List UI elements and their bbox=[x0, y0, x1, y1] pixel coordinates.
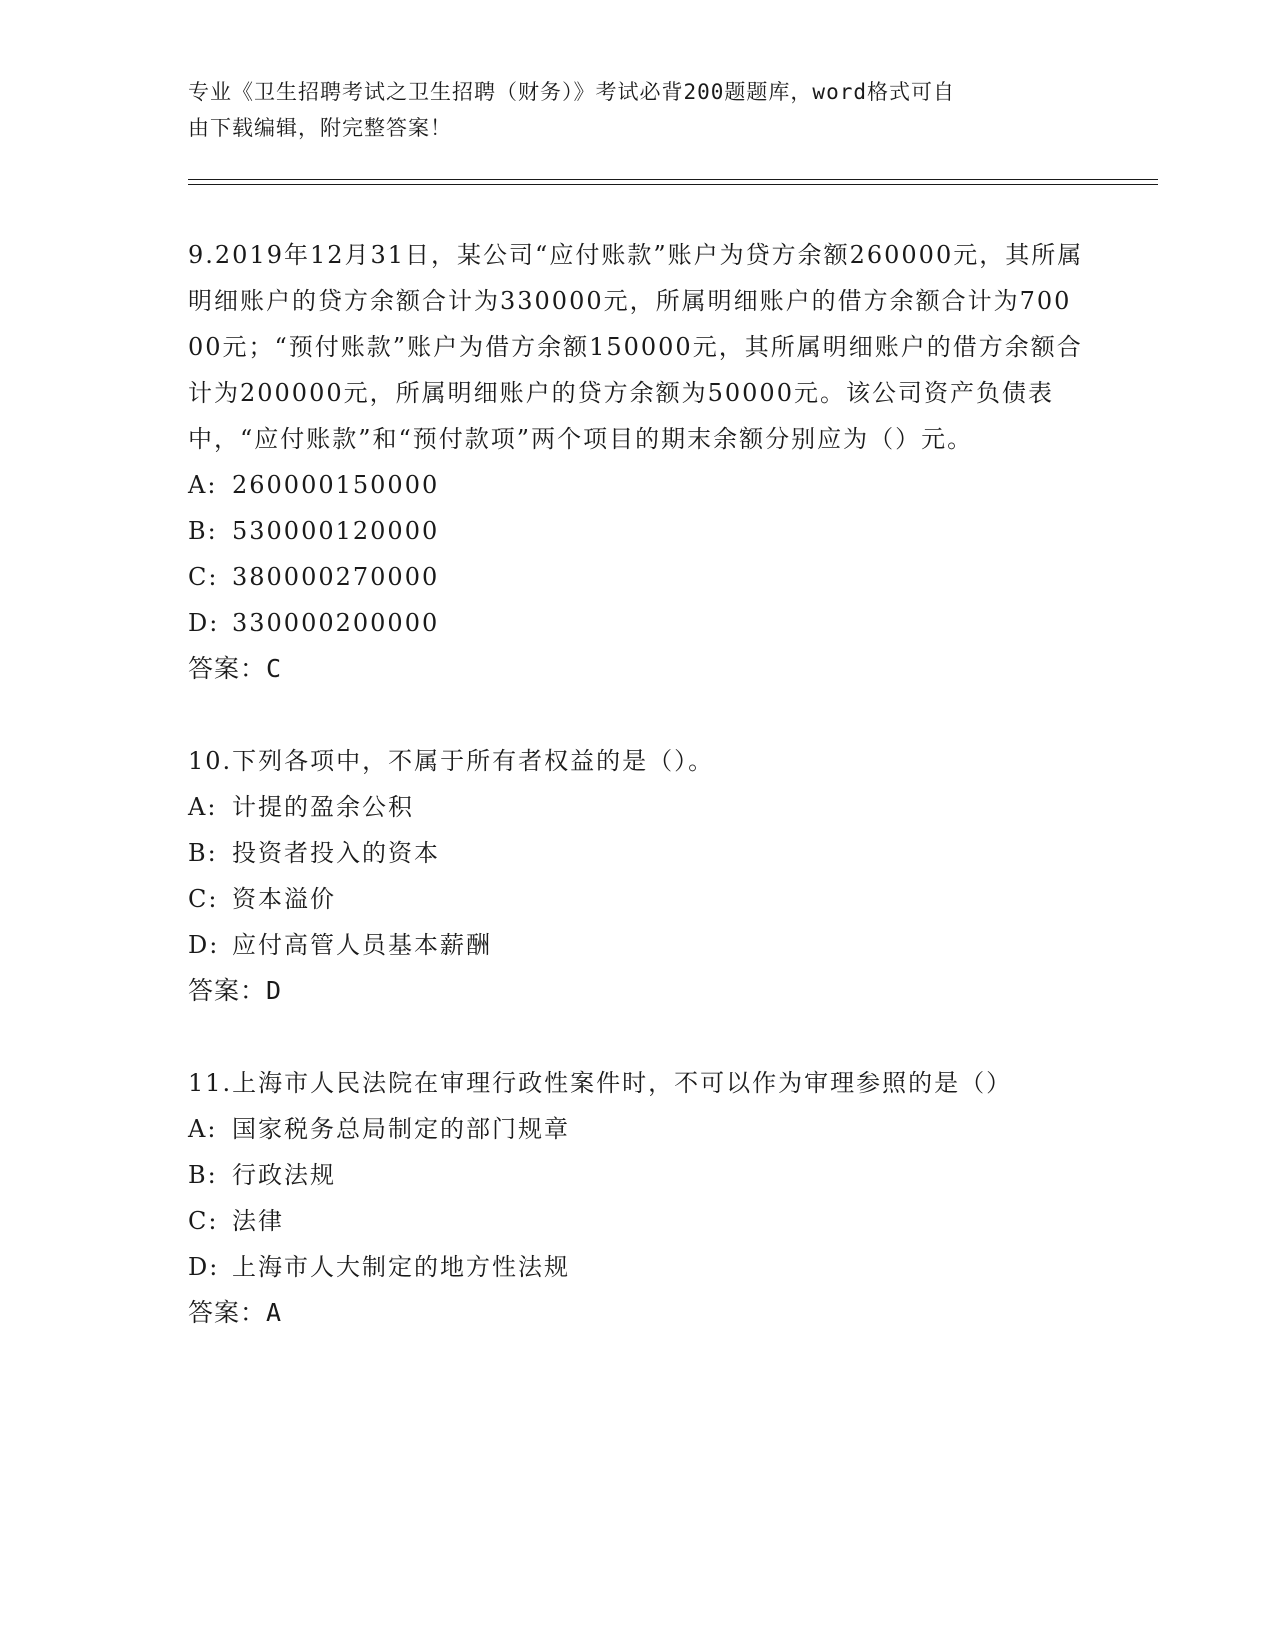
option-letter: B: bbox=[188, 1161, 218, 1189]
option-b bbox=[188, 830, 1088, 876]
option-text: 330000200000 bbox=[232, 609, 440, 637]
option-text: 行政法规 bbox=[232, 1161, 336, 1189]
header-divider-bottom bbox=[188, 184, 1158, 185]
header-line-1: 专业《卫生招聘考试之卫生招聘（财务）》考试必背200题题库，word格式可自 bbox=[188, 80, 955, 104]
option-letter: A: bbox=[188, 793, 218, 821]
option-b bbox=[188, 1152, 1088, 1198]
option-letter: B: bbox=[188, 517, 218, 545]
option-text: 法律 bbox=[232, 1207, 284, 1235]
option-c bbox=[188, 554, 1088, 600]
option-text: 260000150000 bbox=[232, 471, 440, 499]
option-letter: A: bbox=[188, 1115, 218, 1143]
question-9 bbox=[188, 232, 1088, 692]
option-letter: B: bbox=[188, 839, 218, 867]
option-letter: A: bbox=[188, 471, 218, 499]
option-text: 资本溢价 bbox=[232, 885, 336, 913]
option-letter: C: bbox=[188, 1207, 219, 1235]
answer-line: 答案：A bbox=[188, 1298, 283, 1327]
option-d bbox=[188, 922, 1088, 968]
question-list bbox=[188, 232, 1088, 1382]
option-text: 上海市人大制定的地方性法规 bbox=[232, 1253, 570, 1281]
question-text: 11.上海市人民法院在审理行政性案件时，不可以作为审理参照的是（） bbox=[188, 1069, 1013, 1097]
answer-line: 答案：D bbox=[188, 976, 283, 1005]
option-a bbox=[188, 1106, 1088, 1152]
option-text: 国家税务总局制定的部门规章 bbox=[232, 1115, 570, 1143]
option-a bbox=[188, 462, 1088, 508]
option-d bbox=[188, 600, 1088, 646]
header-divider-top bbox=[188, 179, 1158, 180]
header-line-2: 由下载编辑，附完整答案！ bbox=[188, 116, 452, 140]
option-c bbox=[188, 1198, 1088, 1244]
option-c bbox=[188, 876, 1088, 922]
option-letter: C: bbox=[188, 885, 219, 913]
option-d bbox=[188, 1244, 1088, 1290]
question-text: 10.下列各项中，不属于所有者权益的是（）。 bbox=[188, 747, 715, 775]
question-10 bbox=[188, 738, 1088, 1014]
question-11 bbox=[188, 1060, 1088, 1336]
option-letter: D: bbox=[188, 609, 220, 637]
option-text: 计提的盈余公积 bbox=[232, 793, 414, 821]
option-text: 530000120000 bbox=[232, 517, 440, 545]
question-text: 9.2019年12月31日，某公司“应付账款”账户为贷方余额260000元，其所属明细账户的贷方余额合计为330000元，所属明细账户的借方余额合计为70000元；“预付账款”账户为借方余额150000元，其所属明细账户的借方余额合计为200000元，所属明细账户的贷方余额为50000元。该公司资产负债表中，“应付账款”和“预付款项”两个项目的期末余额分别应为（）元。 bbox=[188, 241, 1084, 453]
option-letter: D: bbox=[188, 931, 220, 959]
option-a bbox=[188, 784, 1088, 830]
option-text: 380000270000 bbox=[232, 563, 440, 591]
answer-line: 答案：C bbox=[188, 654, 283, 683]
option-letter: D: bbox=[188, 1253, 220, 1281]
option-text: 应付高管人员基本薪酬 bbox=[232, 931, 492, 959]
document-header bbox=[188, 74, 1078, 146]
option-text: 投资者投入的资本 bbox=[232, 839, 440, 867]
option-letter: C: bbox=[188, 563, 219, 591]
option-b bbox=[188, 508, 1088, 554]
